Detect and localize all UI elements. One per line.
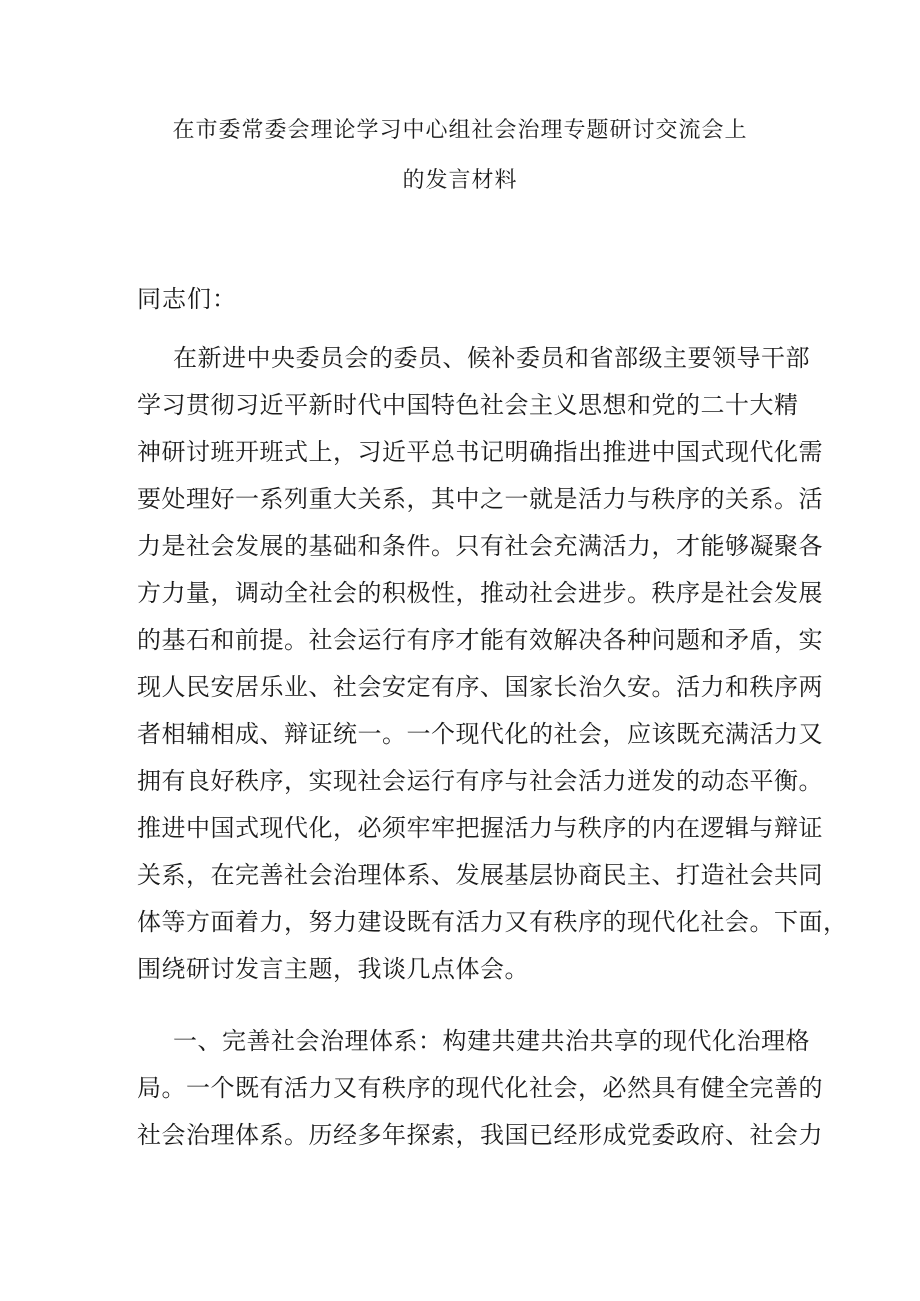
document-title-line-1: 在市委常委会理论学习中心组社会治理专题研讨交流会上	[172, 118, 748, 143]
paragraph-line: 体等方面着力，努力建设既有活力又有秩序的现代化社会。下面，	[137, 908, 848, 936]
paragraph-line: 方力量，调动全社会的积极性，推动社会进步。秩序是社会发展	[137, 579, 823, 607]
paragraph-line: 局。一个既有活力又有秩序的现代化社会，必然具有健全完善的	[137, 1074, 823, 1102]
paragraph-line: 围绕研讨发言主题，我谈几点体会。	[137, 955, 529, 983]
paragraph-line: 一、完善社会治理体系：构建共建共治共享的现代化治理格	[173, 1027, 810, 1055]
paragraph-line: 的基石和前提。社会运行有序才能有效解决各种问题和矛盾，实	[137, 626, 823, 654]
paragraph-line: 力是社会发展的基础和条件。只有社会充满活力，才能够凝聚各	[137, 532, 823, 560]
salutation: 同志们：	[137, 285, 237, 313]
paragraph-line: 者相辅相成、辩证统一。一个现代化的社会，应该既充满活力又	[137, 720, 823, 748]
paragraph-line: 在新进中央委员会的委员、候补委员和省部级主要领导干部	[173, 344, 810, 372]
paragraph-line: 社会治理体系。历经多年探索，我国已经形成党委政府、社会力	[137, 1121, 823, 1149]
paragraph-line: 推进中国式现代化，必须牢牢把握活力与秩序的内在逻辑与辩证	[137, 814, 823, 842]
paragraph-line: 拥有良好秩序，实现社会运行有序与社会活力迸发的动态平衡。	[137, 767, 823, 795]
paragraph-line: 现人民安居乐业、社会安定有序、国家长治久安。活力和秩序两	[137, 673, 823, 701]
paragraph-line: 神研讨班开班式上，习近平总书记明确指出推进中国式现代化需	[137, 438, 823, 466]
paragraph-line: 关系，在完善社会治理体系、发展基层协商民主、打造社会共同	[137, 861, 823, 889]
document-title-line-2: 的发言材料	[402, 168, 518, 193]
paragraph-line: 要处理好一系列重大关系，其中之一就是活力与秩序的关系。活	[137, 485, 823, 513]
paragraph-line: 学习贯彻习近平新时代中国特色社会主义思想和党的二十大精	[137, 391, 799, 419]
